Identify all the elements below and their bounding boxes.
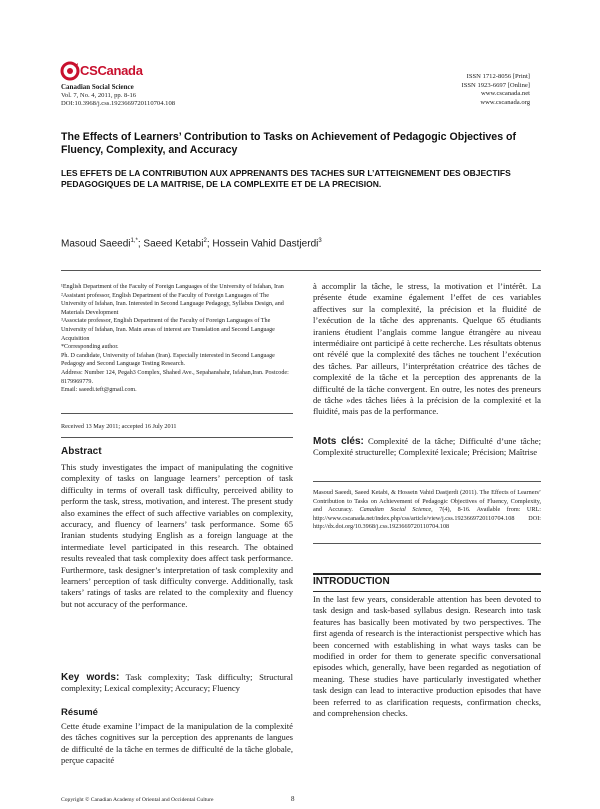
publisher-logo-text: CSCanada xyxy=(80,63,143,78)
cscanada-logo-icon xyxy=(59,60,81,82)
author-1: Masoud Saeedi xyxy=(61,238,131,250)
introduction-body xyxy=(313,594,541,719)
author-list xyxy=(61,238,322,249)
title-divider xyxy=(61,270,541,271)
page-number: 8 xyxy=(291,795,295,803)
abstract-heading: Abstract xyxy=(61,446,102,457)
mots-cles xyxy=(313,436,541,459)
issn-info xyxy=(462,73,531,107)
abstract-text: This study investigates the impact of manipulating the cognitive complexity of tasks on language learners’ perception of task difficulty in terms of overall task difficulty, perceived ability to perform the task, stress, motivation, and interest. The present study also examines the effect of such affective variables on complexity, accuracy, and fluency of learners’ task performance. Some 65 Iranian students studying English as a foreign language at the intermediate level participated in this research. The obtained results revealed that task complexity does affect task performance. Furthermore, task designer’s interpretation of task complexity and learners’ perception of task difficulty converge. Additionally, task takers’ ratings of tasks are related to the complexity and fluency but not accuracy of the performance. xyxy=(61,462,293,609)
abstract-body xyxy=(61,462,293,610)
citation-top-divider xyxy=(313,481,541,482)
resume-text-right: à accomplir la tâche, le stress, la motivation et l’intérêt. La présente étude examine également l’effet de ces variables affectives sur la complexité, la précision et la fluidité de l’exécution de la tâche des apprenants. Quelque 65 étudiants iraniens étudient l’anglais comme langue étrangère au niveau intermédiaire ont participé à cette recherche. Les résultats obtenus ont révélé que la complexité des tâches ne touchent l’exécution des tâches. Par ailleurs, l’interprétation créatrice des tâches de complexité de la tâche et la perception des apprenants de la difficulté de la tâche convergent. En outre, les notes des preneurs de tâche »des tâches liées à la précision de la complexité et la fluidité, mais pas de la performance. xyxy=(313,281,541,417)
journal-name: Canadian Social Science xyxy=(61,83,134,91)
affiliations xyxy=(61,283,291,395)
issn-print: ISSN 1712-8056 [Print] xyxy=(466,73,530,80)
author-separator: ; xyxy=(206,238,213,250)
website-org[interactable]: www.cscanada.org xyxy=(480,98,530,106)
author-2: Saeed Ketabi xyxy=(143,238,204,250)
received-date: Received 13 May 2011; accepted 16 July 2011 xyxy=(61,423,177,430)
resume-body-right xyxy=(313,281,541,418)
keywords xyxy=(61,672,293,695)
author-3-sup: 3 xyxy=(318,238,322,244)
affiliation-item: ²Assistant professor, English Department of the Faculty of Foreign Languages of The University of Isfahan, Iran. Interested in Second Language Pedagogy, Syllabus Design, and Materials Development xyxy=(61,292,284,316)
keywords-text: Task complexity; Task difficulty; Structural complexity; Lexical complexity; Accuracy; Fluency xyxy=(61,672,293,694)
author-2-sup: 2 xyxy=(203,238,207,244)
paper-title: The Effects of Learners’ Contribution to Tasks on Achievement of Pedagogic Objectives of Fluency, Complexity, and Accuracy xyxy=(61,131,517,156)
affiliation-divider xyxy=(61,413,293,414)
introduction-text: In the last few years, considerable attention has been devoted to task design and task-based syllabus design. Research into task features has basically been motivated by two perspectives. The first agenda of research is the interactionist perspective which has been concerned with establishing in what ways tasks can be modified in order for them to generate specific conversational episodes which, generally, have been regarded as negotiation of meaning. These studies have particularly investigated whether task design can lead to interactive production episodes that have been referred to as clarification requests, confirmation checks, and comprehension checks. xyxy=(313,594,541,719)
introduction-heading: INTRODUCTION xyxy=(313,576,390,587)
author-1-sup: 1,* xyxy=(130,238,138,244)
journal-volume: Vol. 7, No. 4, 2011, pp. 8-16 xyxy=(61,91,137,99)
affiliation-item: Address: Number 124, Pegah3 Complex, Shahed Ave., Sepahanshahr, Isfahan,Iran. Postcode: 8179969779. xyxy=(61,369,289,385)
affiliation-item: ³Associate professor, English Department of the Faculty of Foreign Languages of The University of Isfahan, Iran. Main areas of interest are Translation and Second Language Acquisition xyxy=(61,318,275,342)
affiliation-email: Email: saeedi.teft@gmail.com. xyxy=(61,387,137,394)
paper-title-french: LES EFFETS DE LA CONTRIBUTION AUX APPRENANTS DES TACHES SUR L’ATTEIGNEMENT DES OBJECTIFS PEDAGOGIQUES DE LA MAITRISE, DE LA COMPLEXITE ET DE LA PRECISION. xyxy=(61,168,511,189)
citation-url[interactable]: 7(4), 8-16. Available from: URL: http://www.cscanada.net/index.php/css/article/view/j.css.1923669720110704.108 DOI: http://dx.doi.org/10.3968/j.css.1923669720110704.108 xyxy=(313,506,542,530)
citation-block xyxy=(313,489,541,532)
resume-text-left: Cette étude examine l’impact de la manipulation de la complexité des tâches cognitives sur la perception des apprenants de langues de difficulté de la tâche en termes de difficulté de la tâche globale, perçue capacité xyxy=(61,721,293,766)
citation-bottom-divider xyxy=(313,543,541,544)
journal-info xyxy=(61,83,175,109)
footer-copyright: Copyright © Canadian Academy of Oriental and Occidental Culture xyxy=(61,797,214,803)
keywords-heading: Key words: xyxy=(61,672,120,683)
author-3: Hossein Vahid Dastjerdi xyxy=(212,238,319,250)
resume-body-left xyxy=(61,721,293,767)
received-divider xyxy=(61,437,293,438)
website-net[interactable]: www.cscanada.net xyxy=(480,90,530,98)
mots-cles-heading: Mots clés: xyxy=(313,436,364,447)
affiliation-item: *Corresponding author. xyxy=(61,344,119,351)
citation-journal: Canadian Social Science, xyxy=(359,506,433,513)
affiliation-item: ¹English Department of the Faculty of Foreign Languages of the University of Isfahan, Iran xyxy=(61,284,284,290)
citation-authors: Masoud Saeedi, Saeed Ketabi, & Hossein Vahid Dastjerdi (2011). The Effects of Learners’ Contribution to Tasks on Achievement of Pedagogic Objectives of Fluency, Complexity, and Accuracy. xyxy=(313,489,541,513)
journal-doi: DOI:10.3968/j.css.1923669720110704.108 xyxy=(61,100,176,108)
resume-heading: Résumé xyxy=(61,707,98,718)
mots-cles-text: Complexité de la tâche; Difficulté d’une tâche; Complexité structurelle; Complexité lexicale; Précision; Maîtrise xyxy=(313,436,541,458)
affiliation-item: Ph. D candidate, University of Isfahan (Iran). Especially interested in Second Language Pedagogy and Second Language Testing Research. xyxy=(61,352,275,368)
author-separator: ; xyxy=(137,238,144,250)
issn-online: ISSN 1923-6697 [Online] xyxy=(461,81,530,89)
